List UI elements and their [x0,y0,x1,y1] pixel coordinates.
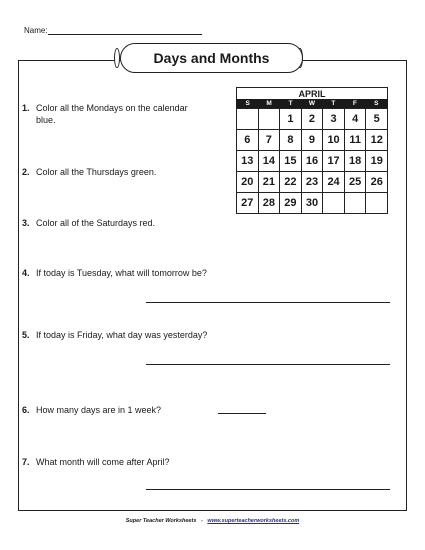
calendar-day-21[interactable]: 21 [259,172,281,193]
question-text: What month will come after April? [36,457,170,467]
weekday-label: S [374,100,379,107]
calendar-day-12[interactable]: 12 [366,130,388,151]
question-4 [22,267,207,279]
calendar-day-8[interactable]: 8 [280,130,302,151]
worksheet-title: Days and Months [120,43,303,73]
calendar-day-27[interactable]: 27 [237,193,259,214]
calendar-weekdays [236,99,388,108]
question-text: How many days are in 1 week? [36,405,162,415]
calendar-day-7[interactable]: 7 [259,130,281,151]
question-5 [22,329,207,341]
answer-line-6[interactable] [218,413,266,414]
calendar-day-2[interactable]: 2 [302,109,324,130]
calendar-day-29[interactable]: 29 [280,193,302,214]
question-text: If today is Tuesday, what will tomorrow be? [36,268,207,278]
question-3 [22,217,155,229]
question-number: 7. [22,457,30,467]
weekday-label: M [266,100,272,107]
question-6 [22,404,161,416]
calendar-day-6[interactable]: 6 [237,130,259,151]
calendar-day-26[interactable]: 26 [366,172,388,193]
calendar-day-18[interactable]: 18 [345,151,367,172]
weekday-label: W [308,100,316,107]
calendar-day-17[interactable]: 17 [323,151,345,172]
question-text: Color all of the Saturdays red. [36,218,156,228]
question-number: 3. [22,218,30,228]
question-number: 1. [22,103,30,113]
name-line[interactable] [48,34,202,35]
name-label: Name: [24,26,48,35]
calendar-day-25[interactable]: 25 [345,172,367,193]
footer-url-link[interactable]: www.superteacherworksheets.com [207,518,300,524]
calendar-day-5[interactable]: 5 [366,109,388,130]
footer-brand: Super Teacher Worksheets [125,518,197,524]
question-text: If today is Friday, what day was yesterday? [36,330,208,340]
calendar-day-15[interactable]: 15 [280,151,302,172]
question-7 [22,456,170,468]
calendar-day-24[interactable]: 24 [323,172,345,193]
question-2 [22,166,156,178]
question-number: 6. [22,405,30,415]
calendar-empty-cell[interactable] [237,109,259,130]
calendar-day-19[interactable]: 19 [366,151,388,172]
calendar-day-3[interactable]: 3 [323,109,345,130]
calendar-empty-cell[interactable] [366,193,388,214]
calendar-day-10[interactable]: 10 [323,130,345,151]
calendar-day-13[interactable]: 13 [237,151,259,172]
question-text: Color all the Mondays on the calendar blue. [36,103,188,125]
answer-line-7[interactable] [146,489,390,490]
calendar-day-28[interactable]: 28 [259,193,281,214]
calendar [236,87,388,214]
calendar-day-30[interactable]: 30 [302,193,324,214]
question-1 [22,102,222,126]
question-number: 2. [22,167,30,177]
question-text: Color all the Thursdays green. [36,167,157,177]
calendar-empty-cell[interactable] [259,109,281,130]
footer [0,518,425,524]
weekday-label: T [331,100,336,107]
weekday-label: F [352,100,357,107]
weekday-label: S [245,100,250,107]
calendar-day-9[interactable]: 9 [302,130,324,151]
question-number: 5. [22,330,30,340]
calendar-day-4[interactable]: 4 [345,109,367,130]
calendar-grid [236,108,388,214]
calendar-day-16[interactable]: 16 [302,151,324,172]
answer-line-4[interactable] [146,302,390,303]
calendar-day-22[interactable]: 22 [280,172,302,193]
calendar-empty-cell[interactable] [345,193,367,214]
calendar-day-11[interactable]: 11 [345,130,367,151]
calendar-day-23[interactable]: 23 [302,172,324,193]
calendar-day-1[interactable]: 1 [280,109,302,130]
calendar-empty-cell[interactable] [323,193,345,214]
weekday-label: T [288,100,293,107]
footer-separator: - [200,518,203,524]
calendar-month: APRIL [236,87,388,99]
question-number: 4. [22,268,30,278]
answer-line-5[interactable] [146,364,390,365]
calendar-day-14[interactable]: 14 [259,151,281,172]
calendar-day-20[interactable]: 20 [237,172,259,193]
